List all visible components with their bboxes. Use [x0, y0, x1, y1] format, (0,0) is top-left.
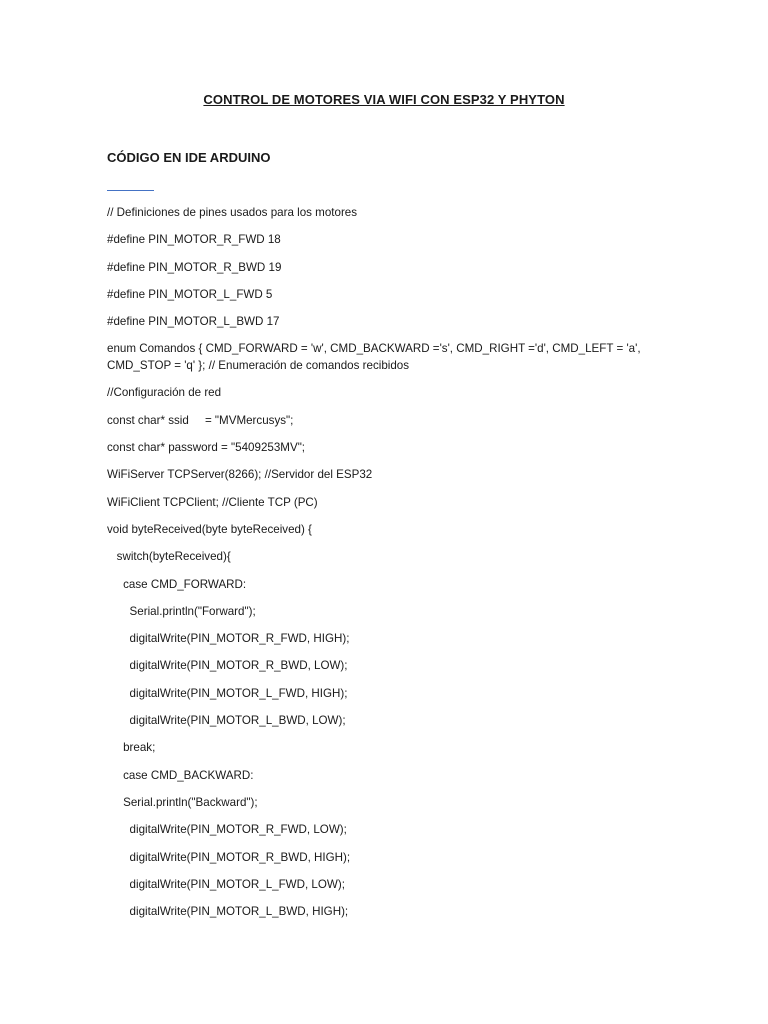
code-line: #define PIN_MOTOR_L_FWD 5 — [107, 287, 273, 301]
code-line: WiFiClient TCPClient; //Cliente TCP (PC) — [107, 495, 318, 509]
code-block — [107, 204, 672, 930]
code-line: digitalWrite(PIN_MOTOR_R_FWD, HIGH); — [107, 632, 350, 646]
code-line: void byteReceived(byte byteReceived) { — [107, 522, 312, 536]
code-line: switch(byteReceived){ — [107, 550, 231, 564]
code-line: //Configuración de red — [107, 386, 222, 400]
code-line: case CMD_FORWARD: — [107, 577, 247, 591]
code-line: Serial.println("Forward"); — [107, 604, 256, 618]
accent-rule — [107, 190, 154, 191]
document-title: CONTROL DE MOTORES VIA WIFI CON ESP32 Y PHYTON — [203, 92, 565, 107]
code-line: Serial.println("Backward"); — [107, 795, 258, 809]
code-line: digitalWrite(PIN_MOTOR_L_FWD, LOW); — [107, 877, 345, 891]
code-line: digitalWrite(PIN_MOTOR_L_FWD, HIGH); — [107, 686, 348, 700]
code-line: break; — [107, 741, 156, 755]
section-heading: CÓDIGO EN IDE ARDUINO — [107, 150, 271, 165]
code-line: #define PIN_MOTOR_R_FWD 18 — [107, 233, 281, 247]
code-line: // Definiciones de pines usados para los motores — [107, 206, 358, 219]
code-line: const char* password = "5409253MV"; — [107, 441, 306, 455]
code-line: digitalWrite(PIN_MOTOR_L_BWD, LOW); — [107, 714, 346, 728]
code-line: digitalWrite(PIN_MOTOR_R_FWD, LOW); — [107, 823, 347, 837]
code-line: #define PIN_MOTOR_R_BWD 19 — [107, 260, 282, 274]
code-line: digitalWrite(PIN_MOTOR_L_BWD, HIGH); — [107, 905, 349, 919]
code-line: enum Comandos { CMD_FORWARD = 'w', CMD_BACKWARD ='s', CMD_RIGHT ='d', CMD_LEFT = 'a', CMD_STOP = 'q' }; // Enumeración de comandos recibidos — [107, 342, 644, 373]
code-line: #define PIN_MOTOR_L_BWD 17 — [107, 315, 280, 329]
code-line: digitalWrite(PIN_MOTOR_R_BWD, HIGH); — [107, 850, 351, 864]
code-line: const char* ssid = "MVMercusys"; — [107, 413, 294, 427]
code-line: WiFiServer TCPServer(8266); //Servidor del ESP32 — [107, 468, 373, 482]
code-line: case CMD_BACKWARD: — [107, 768, 254, 782]
code-line: digitalWrite(PIN_MOTOR_R_BWD, LOW); — [107, 659, 348, 673]
